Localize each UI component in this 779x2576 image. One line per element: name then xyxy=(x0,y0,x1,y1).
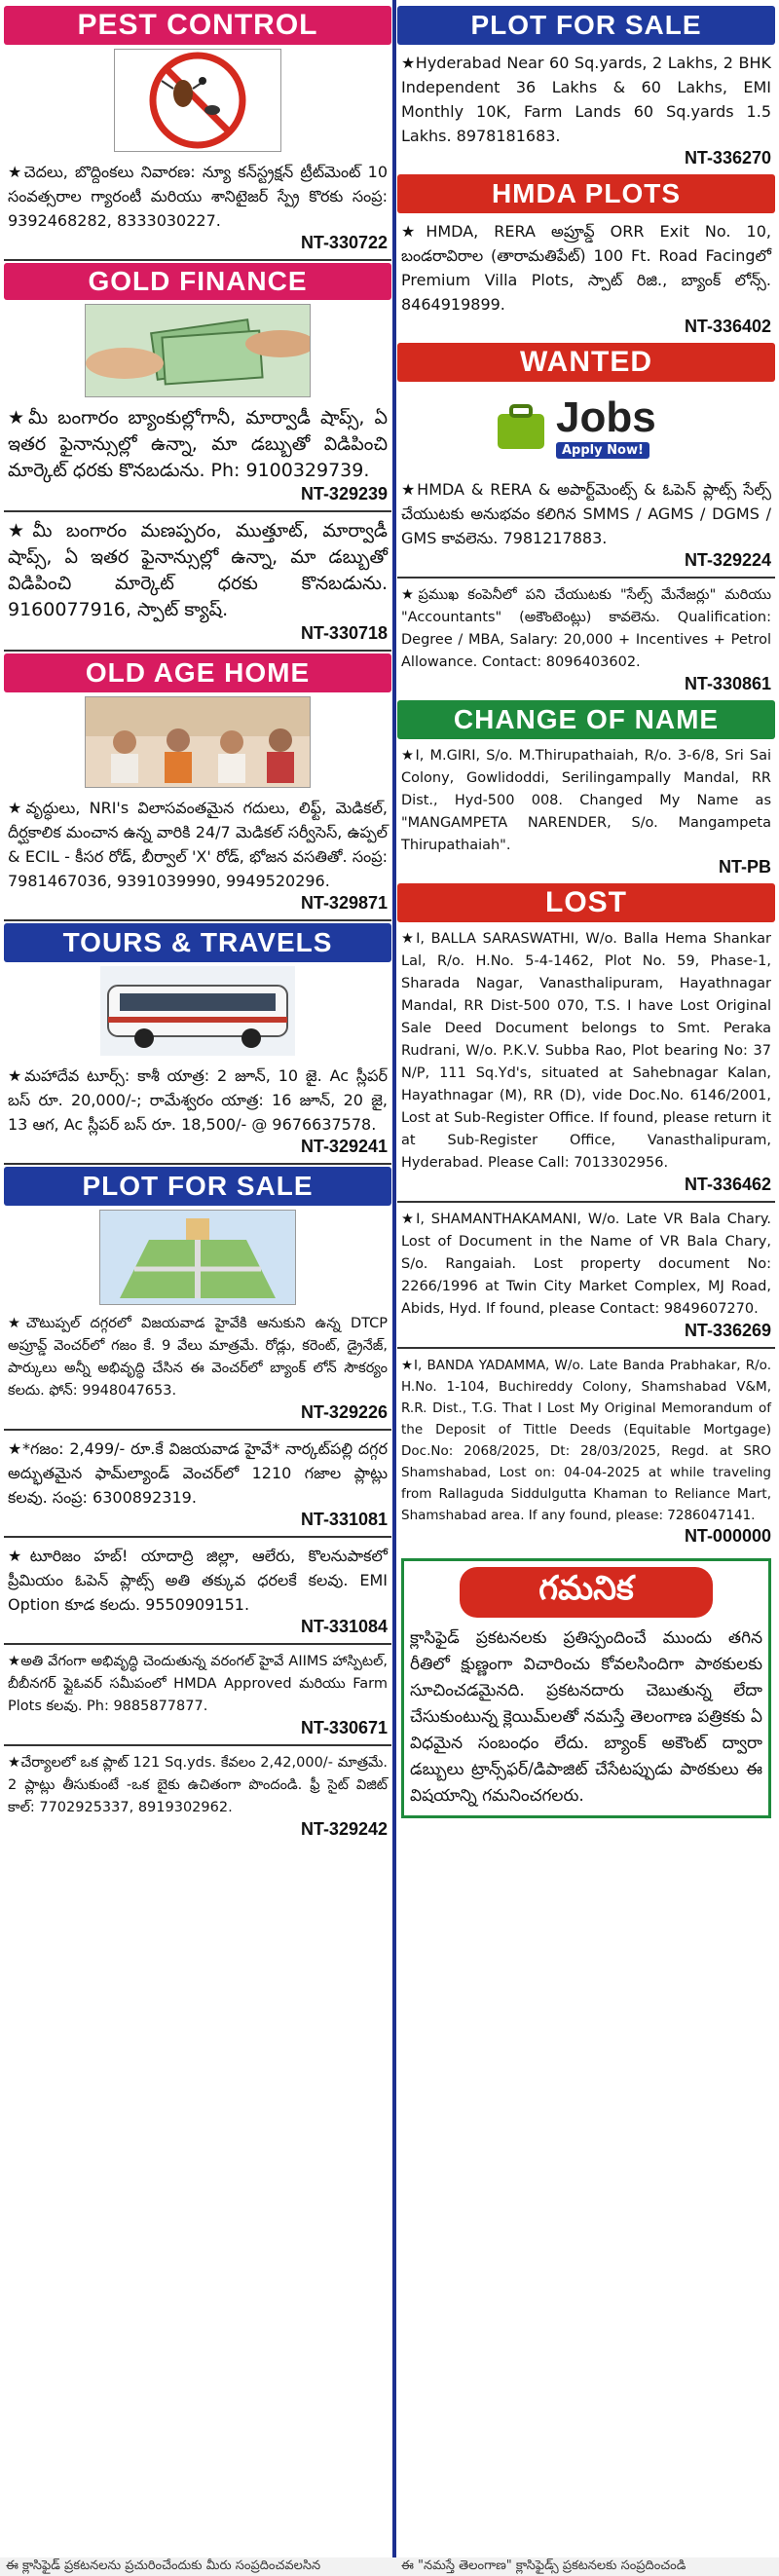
gold-finance-heading: GOLD FINANCE xyxy=(4,263,391,300)
tours-ad-code: NT-329241 xyxy=(300,1137,388,1156)
pest-ad-text: ★చెదలు, బొద్దింకలు నివారణ: న్యూ కన్‌స్ట్రక్షన్ ట్రీట్‌మెంట్ 10 సంవత్సరాల గ్యారంటీ మరియు శానిటైజర్ స్ప్రే కొరకు సంప్ర: 9392468282, 8333030227. xyxy=(8,163,388,230)
lost-heading: LOST xyxy=(397,883,775,922)
tours-ad-text: ★మహాదేవ టూర్స్: కాశీ యాత్ర: 2 జూన్, 10 జై. Ac స్లీపర్ బస్ రూ. 20,000/-; రామేశ్వరం యాత్ర: 16 జూన్, 20 జై, 13 ఆగ, Ac స్లీపర్ బస్ రూ. 18,500/- @ 9676637578. xyxy=(8,1066,388,1134)
notice-heading: గమనిక xyxy=(460,1567,713,1618)
plot-ad-4-code: NT-330671 xyxy=(300,1718,388,1737)
plot-ad-4-text: ★అతి వేగంగా అభివృద్ధి చెందుతున్న వరంగల్ హైవే AIIMS హాస్పిటల్, బీబీనగర్ ఫ్లైఓవర్ సమీపంలో HMDA Approved మరియు Farm Plots కలవు. Ph: 9885877877. xyxy=(8,1654,388,1714)
wanted-ad-1-text: ★HMDA & RERA & అపార్ట్‌మెంట్స్ & ఓపెన్ ప్లాట్స్ సేల్స్ చేయుటకు అనుభవం కలిగిన SMMS / AGMS / DGMS / GMS కావలెను. 7981217883. xyxy=(401,480,771,547)
plot-ad-3-code: NT-331084 xyxy=(300,1617,388,1636)
old-age-home-image xyxy=(85,696,311,788)
jobs-logo-text-group xyxy=(556,393,656,459)
divider xyxy=(4,1643,391,1645)
lost-ad-3-code: NT-000000 xyxy=(684,1526,771,1546)
divider xyxy=(397,1201,775,1203)
gold-ad-2-code: NT-330718 xyxy=(300,623,388,643)
plot-layout-icon xyxy=(100,1211,295,1304)
plot-ad-1-code: NT-329226 xyxy=(300,1402,388,1422)
divider xyxy=(4,1429,391,1431)
divider xyxy=(397,577,775,579)
gold-ad-2-text: ★మీ బంగారం మణప్పరం, ముత్తూట్, మార్వాడీ షాప్స్, ఏ ఇతర ఫైనాన్సుల్లో ఉన్నా, మా డబ్బుతో విడిపించి మార్కెట్ ధరకు కొనబడును. 9160077916, స్పాట్ క్యాష్. xyxy=(8,520,388,620)
divider xyxy=(4,650,391,652)
gold-ad-1-text: ★మీ బంగారం బ్యాంకుల్లోగానీ, మార్వాడీ షాప్స్, ఏ ఇతర ఫైనాన్సుల్లో ఉన్నా, మా డబ్బుతో విడిపించి మార్కెట్ ధరకు కొనబడును. Ph: 9100329739. xyxy=(8,407,388,481)
notice-text: క్లాసిఫైడ్ ప్రకటనలకు ప్రతిస్పందించే ముందు తగిన రీతిలో క్షుణ్ణంగా విచారించు కోవలసిందిగా పాఠకులకు సూచించడమైనది. ప్రకటనదారు చెబుతున్న లేదా చేసుకుంటున్న క్లెయిమ్‌లతో నమస్తే తెలంగాణ పత్రికకు ఏ విధమైన సంబంధం లేదు. బ్యాంక్ అకౌంట్ ద్వారా డబ్బులు ట్రాన్స్‌ఫర్/డిపాజిట్ చేసేటప్పుడు పాఠకులు ఈ విషయాన్ని గమనించగలరు. xyxy=(410,1628,762,1806)
footer-strip xyxy=(0,2557,779,2576)
jobs-logo-word: Jobs xyxy=(556,393,656,441)
hmda-ad-text: ★HMDA, RERA అప్రూవ్డ్ ORR Exit No. 10, బండరావిరాల (తారామతిపేట్) 100 Ft. Road Facingలో Premium Villa Plots, స్పాట్ రిజి., బ్యాంక్ లోన్స్. 8464919899. xyxy=(401,222,771,314)
right-column xyxy=(397,4,775,1826)
tours-travels-heading: TOURS & TRAVELS xyxy=(4,923,391,962)
lost-ad-1-code: NT-336462 xyxy=(684,1175,771,1194)
plot-ad-5-text: ★చేర్యాలలో ఒక ప్లాట్ 121 Sq.yds. కేవలం 2,42,000/- మాత్రమే. 2 ప్లాట్లు తీసుకుంటే -ఒక బైకు ఉచితంగా పొందండి. ఫ్రీ సైట్ విజిట్ కాల్: 7702925337, 8919302962. xyxy=(8,1755,388,1815)
divider xyxy=(397,1347,775,1349)
divider xyxy=(4,1536,391,1538)
divider xyxy=(4,1163,391,1165)
plot-ad-2-text: ★*గజం: 2,499/- రూ.కే విజయవాడ హైవే* నార్కట్‌పల్లి దగ్గర అద్భుతమైన ఫామ్‌ల్యాండ్ వెంచర్‌లో 1210 గజాల ప్లాట్లు కలవు. సంప్ర: 6300892319. xyxy=(8,1439,388,1507)
old-age-home-heading: OLD AGE HOME xyxy=(4,653,391,692)
footer-left-text: ఈ క్లాసిఫైడ్ ప్రకటనలను ప్రచురించేందుకు మీరు సంప్రదించవలసిన xyxy=(6,2558,321,2573)
plot-ad-5-code: NT-329242 xyxy=(300,1819,388,1839)
wanted-heading: WANTED xyxy=(397,343,775,382)
divider xyxy=(4,510,391,512)
hyd-plot-ad-code: NT-336270 xyxy=(684,148,771,168)
plot-for-sale-heading-right: PLOT FOR SALE xyxy=(397,6,775,45)
lost-ad-2-text: ★I, SHAMANTHAKAMANI, W/o. Late VR Bala Chary. Lost of Document in the Name of VR Bala Chary, S/o. Rangaiah. Lost property document No: 2266/1996 at Twin City Market Complex, MJ Road, Abids, Hyd. If found, please Contact: 9849607270. xyxy=(401,1212,771,1317)
wanted-ad-1-code: NT-329224 xyxy=(684,550,771,570)
no-pest-icon xyxy=(115,50,280,151)
gold-finance-image xyxy=(85,304,311,397)
lost-ad-3-text: ★I, BANDA YADAMMA, W/o. Late Banda Prabhakar, R/o. H.No. 1-104, Buchireddy Colony, Shamshabad V&M, R.R. Dist., T.G. That I Lost My Original Memorandum of the Deposit of Tittle Deeds (Equitable Mortgage) Doc.No: 2068/2025, Dt: 28/03/2025, Regd. at SRO Shamshabad, Lost on: 04-04-2025 at while traveling from Rallaguda Siddulgutta Khaman to Reliance Mart, Shamshabad area. If any found, please: 7286047141. xyxy=(401,1358,771,1523)
pest-control-heading: PEST CONTROL xyxy=(4,6,391,45)
pest-image xyxy=(114,49,281,152)
jobs-logo xyxy=(494,388,679,467)
briefcase-icon xyxy=(494,400,548,455)
divider xyxy=(4,1744,391,1746)
elderly-people-icon xyxy=(86,697,310,787)
gold-ad-1-code: NT-329239 xyxy=(300,484,388,504)
bus-icon xyxy=(100,966,295,1056)
lost-ad-2-code: NT-336269 xyxy=(684,1321,771,1340)
left-column xyxy=(4,4,391,1844)
apply-now-label: Apply Now! xyxy=(556,442,649,459)
divider xyxy=(4,919,391,921)
divider xyxy=(4,259,391,261)
cash-handover-icon xyxy=(86,305,310,396)
column-separator xyxy=(392,0,396,2576)
plot-layout-image xyxy=(99,1210,296,1305)
change-of-name-heading: CHANGE OF NAME xyxy=(397,700,775,739)
wanted-ad-2-text: ★ప్రముఖ కంపెనీలో పని చేయుటకు "సేల్స్ మేనేజర్లు" మరియు "Accountants" (అకౌంటెంట్లు) కావలెను. Qualification: Degree / MBA, Salary: 20,000 + Incentives + Petrol Allowance. Contact: 8096403602. xyxy=(401,587,771,670)
tours-image xyxy=(100,966,295,1056)
old-age-ad-text: ★వృద్ధులు, NRI's విలాసవంతమైన గదులు, లిఫ్ట్, మెడికల్, దీర్ఘకాలిక మంచాన ఉన్న వారికి 24/7 మెడికల్ సర్వీసెస్, ఉప్పల్ & ECIL - కీసర రోడ్, బీర్వాల్ 'X' రోడ్, భోజన వసతితో. సంప్ర: 7981467036, 9391039990, 9949520296. xyxy=(8,799,388,890)
hmda-plots-heading: HMDA PLOTS xyxy=(397,174,775,213)
lost-ad-1-text: ★I, BALLA SARASWATHI, W/o. Balla Hema Shankar Lal, R/o. H.No. 5-4-1462, Plot No. 59, Phase-1, Sharada Nagar, Vanasthalipuram, Hayathnagar Mandal, RR Dist-500 070, T.S. I have Lost Original Sale Deed Document belongs to Smt. Peraka Rudrani, W/o. P.K.V. Subba Rao, Plot bearing No: 37 N/P, 111 Sq.Yd's, situated at Sahebnagar Kalan, Hayathnagar (M), RR (D), vide Doc.No. 6146/2001, Lost at Sub-Register Office. If found, please return it at Sub-Register Office, Vanasthalipuram, Hyderabad. Please Call: 7013302956. xyxy=(401,931,771,1171)
hyd-plot-ad-text: ★Hyderabad Near 60 Sq.yards, 2 Lakhs, 2 BHK Independent 36 Lakhs & 60 Lakhs, EMI Monthly 10K, Farm Lands 60 Sq.yards 1.5 Lakhs. 8978181683. xyxy=(401,54,771,145)
hmda-ad-code: NT-336402 xyxy=(684,317,771,336)
pest-ad-code: NT-330722 xyxy=(300,233,388,252)
notice-box xyxy=(401,1558,771,1818)
plot-ad-1-text: ★చౌటుప్పల్ దగ్గరలో విజయవాడ హైవేకి ఆనుకుని ఉన్న DTCP అప్రూవ్డ్ వెంచర్‌లో గజం కే. 9 వేలు మాత్రమే. రోడ్లు, కరెంట్, డ్రైనేజ్, పార్కులు అన్నీ అభివృద్ధి చేసిన ఈ వెంచర్‌లో బ్యాంక్ లోన్ సౌకర్యం కలదు. ఫోన్: 9948047653. xyxy=(8,1316,388,1399)
plot-ad-3-text: ★టూరిజం హబ్! యాదాద్రి జిల్లా, ఆలేరు, కొలనుపాకలో ప్రీమియం ఓపెన్ ప్లాట్స్ అతి తక్కువ ధరలకే కలవు. EMI Option కూడ కలదు. 9550909151. xyxy=(8,1547,388,1614)
old-age-ad-code: NT-329871 xyxy=(300,893,388,913)
plot-for-sale-heading-left: PLOT FOR SALE xyxy=(4,1167,391,1206)
plot-ad-2-code: NT-331081 xyxy=(300,1510,388,1529)
change-name-ad-text: ★I, M.GIRI, S/o. M.Thirupathaiah, R/o. 3-6/8, Sri Sai Colony, Gowlidoddi, Serilingampally Mandal, RR Dist., Hyd-500 008. Changed My Name as "MANGAMPETA NARENDER, S/o. Mangampeta Thirupathaiah". xyxy=(401,748,771,853)
footer-right-text: ఈ "నమస్తే తెలంగాణ" క్లాసిఫైడ్స్ ప్రకటనలకు సంప్రదించండి xyxy=(401,2558,686,2573)
change-name-ad-code: NT-PB xyxy=(719,857,771,877)
wanted-ad-2-code: NT-330861 xyxy=(684,674,771,693)
